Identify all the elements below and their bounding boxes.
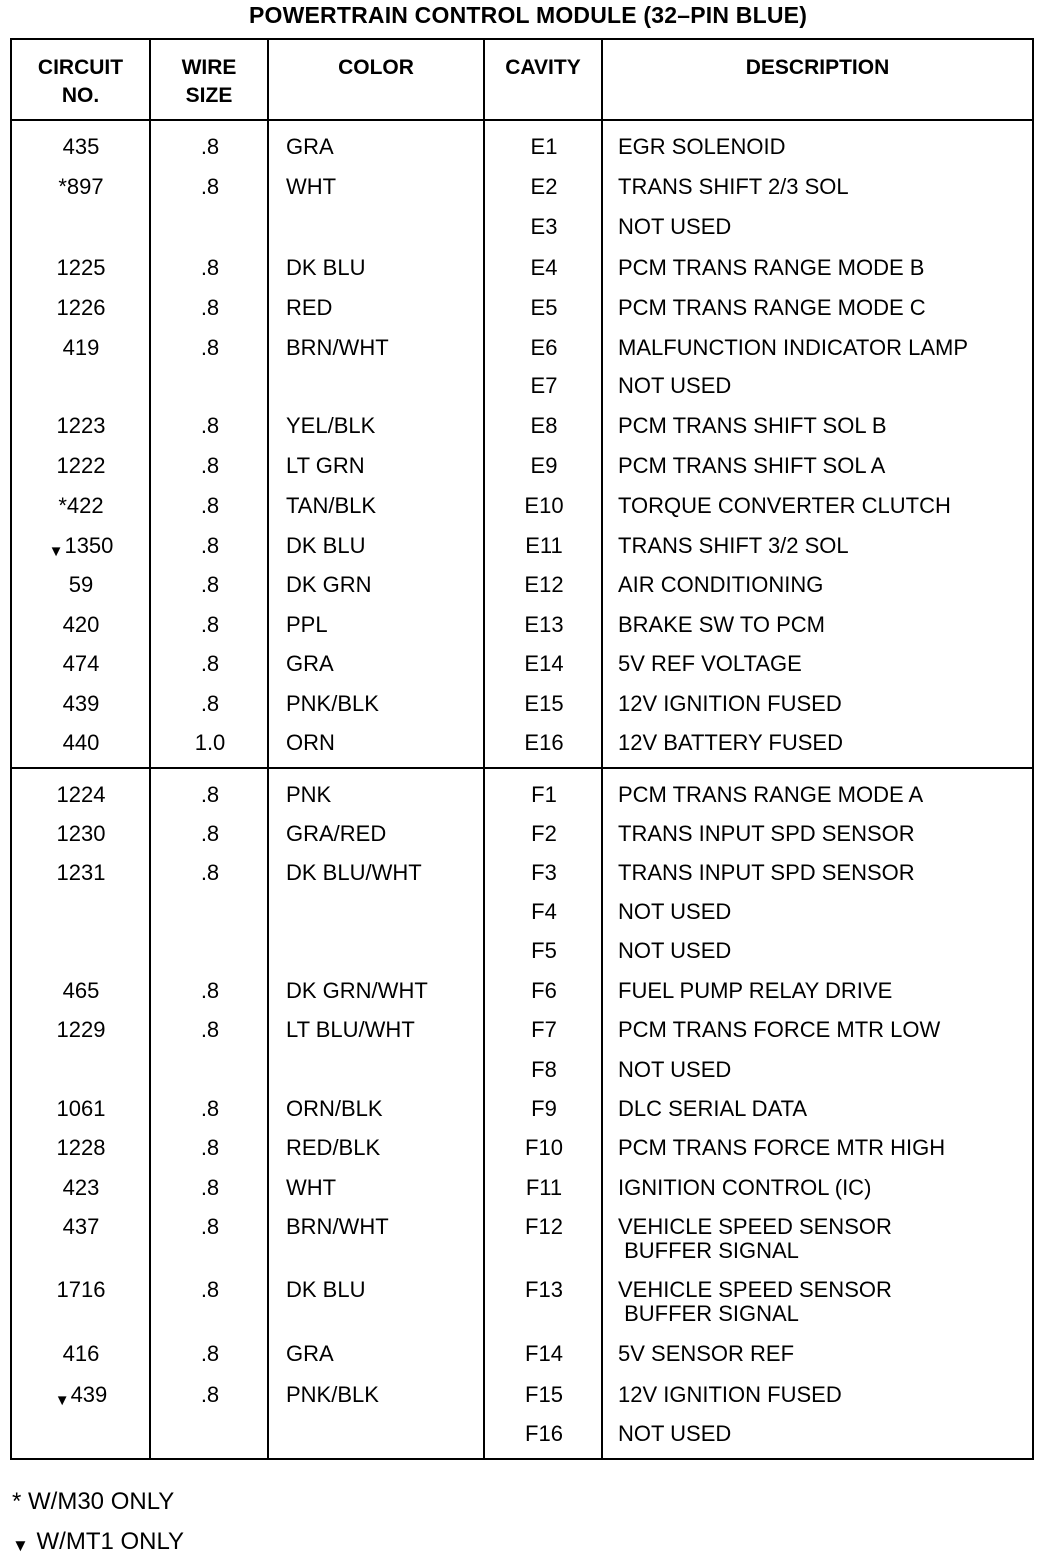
circuit-number: [12, 692, 150, 716]
cavity: F7: [531, 1017, 557, 1042]
wire-size: .8: [200, 533, 220, 558]
description: [618, 900, 1030, 924]
cavity: E10: [524, 493, 564, 518]
description-line: FUEL PUMP RELAY DRIVE: [618, 978, 893, 1003]
header-cavity: CAVITY: [505, 56, 581, 79]
circuit-number: [12, 135, 150, 159]
description: [618, 652, 1030, 676]
circuit-number: [12, 336, 150, 360]
cavity: E3: [530, 214, 558, 239]
description: [618, 215, 1030, 239]
description: [618, 336, 1030, 360]
description: [618, 534, 1030, 558]
circuit-number: [12, 1176, 150, 1200]
description-line: PCM TRANS FORCE MTR LOW: [618, 1017, 941, 1042]
pin-table: [10, 38, 1034, 1460]
wire-color: DK BLU: [286, 533, 366, 558]
description: [618, 783, 1030, 807]
description: [618, 731, 1030, 755]
circuit-number-text: 423: [62, 1175, 100, 1200]
description: [618, 1058, 1030, 1082]
circuit-number-text: 465: [62, 978, 100, 1003]
description: [618, 296, 1030, 320]
wire-color: GRA: [286, 1341, 334, 1366]
wire-color: TAN/BLK: [286, 493, 377, 518]
cavity: E1: [530, 134, 558, 159]
wire-size: .8: [200, 295, 220, 320]
wire-size: .8: [200, 335, 220, 360]
wire-size: .8: [200, 821, 220, 846]
circuit-number-text: 419: [62, 335, 100, 360]
description-line: 12V IGNITION FUSED: [618, 691, 842, 716]
wire-color: DK GRN: [286, 572, 372, 597]
circuit-number: [12, 613, 150, 637]
description-line: BUFFER SIGNAL: [618, 1238, 799, 1263]
description-line: TORQUE CONVERTER CLUTCH: [618, 493, 951, 518]
cavity: F3: [531, 860, 557, 885]
circuit-number-text: 1061: [56, 1096, 106, 1121]
wire-size: .8: [200, 1214, 220, 1239]
circuit-number-text: 1224: [56, 782, 106, 807]
description-line: PCM TRANS SHIFT SOL B: [618, 413, 887, 438]
wire-color: BRN/WHT: [286, 1214, 389, 1239]
circuit-number: [12, 414, 150, 438]
footnote-symbol: *: [12, 1488, 22, 1515]
circuit-number-text: 1350: [64, 533, 114, 558]
cavity: E8: [530, 413, 558, 438]
header-description: DESCRIPTION: [745, 56, 890, 79]
circuit-number: [12, 822, 150, 846]
circuit-number-text: 1222: [56, 453, 106, 478]
wire-size: .8: [200, 174, 220, 199]
header-color: COLOR: [338, 56, 414, 79]
circuit-number: [12, 652, 150, 676]
down-triangle-icon: ▼: [54, 1392, 70, 1409]
circuit-number-text: 1226: [56, 295, 106, 320]
circuit-number-text: 1223: [56, 413, 106, 438]
section-divider: [12, 767, 1032, 769]
circuit-number-text: 439: [62, 691, 100, 716]
wire-color: DK GRN/WHT: [286, 978, 428, 1003]
circuit-number: [12, 1278, 150, 1302]
wire-size: .8: [200, 134, 220, 159]
header-wire-size: [151, 54, 267, 110]
description-line: NOT USED: [618, 214, 732, 239]
wire-size: .8: [200, 1135, 220, 1160]
wire-color: PNK/BLK: [286, 691, 379, 716]
circuit-number-text: *897: [58, 174, 104, 199]
cavity: E13: [524, 612, 564, 637]
description: [618, 175, 1030, 199]
cavity: E15: [524, 691, 564, 716]
wire-size: .8: [200, 651, 220, 676]
description: [618, 135, 1030, 159]
cavity: F6: [531, 978, 557, 1003]
circuit-number: [12, 454, 150, 478]
description-line: NOT USED: [618, 938, 732, 963]
cavity: E7: [530, 373, 558, 398]
footnote-m30: [12, 1488, 174, 1516]
wire-size: .8: [200, 691, 220, 716]
description-line: 12V BATTERY FUSED: [618, 730, 843, 755]
circuit-number-text: 437: [62, 1214, 100, 1239]
circuit-number: [12, 1136, 150, 1160]
description-line: AIR CONDITIONING: [618, 572, 824, 597]
circuit-number-text: 59: [68, 572, 94, 597]
description-line: TRANS INPUT SPD SENSOR: [618, 860, 915, 885]
cavity: F12: [525, 1214, 563, 1239]
cavity: F4: [531, 899, 557, 924]
wire-size: .8: [200, 860, 220, 885]
circuit-number: [12, 1097, 150, 1121]
wire-color: ORN: [286, 730, 335, 755]
circuit-number-text: 420: [62, 612, 100, 637]
wire-size: .8: [200, 493, 220, 518]
cavity: F10: [525, 1135, 563, 1160]
cavity: F8: [531, 1057, 557, 1082]
header-wire-size-line2: SIZE: [185, 84, 233, 107]
description-line: 12V IGNITION FUSED: [618, 1382, 842, 1407]
cavity: E9: [530, 453, 558, 478]
description: [618, 573, 1030, 597]
description-line: DLC SERIAL DATA: [618, 1096, 808, 1121]
description: [618, 374, 1030, 398]
description-line: IGNITION CONTROL (IC): [618, 1175, 872, 1200]
cavity: E4: [530, 255, 558, 280]
cavity: F1: [531, 782, 557, 807]
description-line: BUFFER SIGNAL: [618, 1301, 799, 1326]
cavity: E12: [524, 572, 564, 597]
description-line: PCM TRANS RANGE MODE C: [618, 295, 926, 320]
down-triangle-icon: ▼: [48, 543, 64, 560]
circuit-number: [12, 1383, 150, 1413]
description: [618, 1097, 1030, 1121]
wire-color: YEL/BLK: [286, 413, 376, 438]
cavity: F14: [525, 1341, 563, 1366]
description-line: NOT USED: [618, 373, 732, 398]
circuit-number: [12, 256, 150, 280]
circuit-number-text: 1231: [56, 860, 106, 885]
wire-color: DK BLU: [286, 1277, 366, 1302]
circuit-number-text: 1225: [56, 255, 106, 280]
wire-color: ORN/BLK: [286, 1096, 383, 1121]
cavity: F9: [531, 1096, 557, 1121]
circuit-number: [12, 979, 150, 1003]
footnote-text: W/M30 ONLY: [28, 1488, 175, 1515]
cavity: F16: [525, 1421, 563, 1446]
header-circuit-line2: NO.: [61, 84, 100, 107]
footnote-text: W/MT1 ONLY: [36, 1528, 185, 1555]
description: [618, 861, 1030, 885]
description: [618, 692, 1030, 716]
description: [618, 1136, 1030, 1160]
description: [618, 939, 1030, 963]
wire-color: LT BLU/WHT: [286, 1017, 415, 1042]
description-line: PCM TRANS RANGE MODE A: [618, 782, 924, 807]
wire-size: .8: [200, 255, 220, 280]
description: [618, 1422, 1030, 1446]
down-triangle-icon: ▼: [12, 1536, 29, 1555]
circuit-number: [12, 175, 150, 199]
description-line: 5V SENSOR REF: [618, 1341, 795, 1366]
circuit-number: [12, 1018, 150, 1042]
circuit-number: [12, 783, 150, 807]
description: [618, 494, 1030, 518]
description-line: VEHICLE SPEED SENSOR: [618, 1277, 892, 1302]
header-circuit: [12, 54, 149, 110]
wire-size: .8: [200, 1017, 220, 1042]
wire-size: .8: [200, 1382, 220, 1407]
wire-size: .8: [200, 978, 220, 1003]
description: [618, 822, 1030, 846]
header-circuit-line1: CIRCUIT: [37, 56, 124, 79]
cavity: F13: [525, 1277, 563, 1302]
cavity: F2: [531, 821, 557, 846]
description: [618, 454, 1030, 478]
description-line: NOT USED: [618, 899, 732, 924]
circuit-number: [12, 573, 150, 597]
circuit-number: [12, 861, 150, 885]
description: [618, 1176, 1030, 1200]
wire-color: RED/BLK: [286, 1135, 381, 1160]
wire-size: 1.0: [194, 730, 226, 755]
cavity: E11: [525, 533, 563, 558]
circuit-number-text: 1716: [56, 1277, 106, 1302]
description-line: TRANS INPUT SPD SENSOR: [618, 821, 915, 846]
description: [618, 1215, 1030, 1263]
description-line: PCM TRANS FORCE MTR HIGH: [618, 1135, 946, 1160]
description: [618, 979, 1030, 1003]
cavity: E14: [524, 651, 564, 676]
description-line: TRANS SHIFT 2/3 SOL: [618, 174, 849, 199]
cavity: E6: [530, 335, 558, 360]
wire-color: GRA: [286, 651, 334, 676]
description: [618, 1342, 1030, 1366]
description-line: PCM TRANS SHIFT SOL A: [618, 453, 886, 478]
circuit-number-text: 435: [62, 134, 100, 159]
circuit-number: [12, 296, 150, 320]
header-wire-size-line1: WIRE: [181, 56, 237, 79]
description-line: NOT USED: [618, 1057, 732, 1082]
wire-color: GRA: [286, 134, 334, 159]
wire-size: .8: [200, 572, 220, 597]
description-line: EGR SOLENOID: [618, 134, 786, 159]
wire-color: DK BLU: [286, 255, 366, 280]
wire-size: .8: [200, 1096, 220, 1121]
wire-color: PNK/BLK: [286, 1382, 379, 1407]
description: [618, 414, 1030, 438]
description: [618, 613, 1030, 637]
description: [618, 1383, 1030, 1407]
description: [618, 1278, 1030, 1326]
circuit-number-text: *422: [58, 493, 104, 518]
wire-size: .8: [200, 453, 220, 478]
circuit-number: [12, 494, 150, 518]
wire-color: LT GRN: [286, 453, 365, 478]
circuit-number: [12, 1215, 150, 1239]
circuit-number: [12, 1342, 150, 1366]
page-title: POWERTRAIN CONTROL MODULE (32–PIN BLUE): [248, 2, 808, 28]
circuit-number-text: 1230: [56, 821, 106, 846]
cavity: F15: [525, 1382, 563, 1407]
wire-size: .8: [200, 1175, 220, 1200]
wire-size: .8: [200, 612, 220, 637]
cavity: F5: [531, 938, 557, 963]
wire-color: BRN/WHT: [286, 335, 389, 360]
header-divider: [12, 119, 1032, 121]
wire-size: .8: [200, 782, 220, 807]
description-line: VEHICLE SPEED SENSOR: [618, 1214, 892, 1239]
description-line: 5V REF VOLTAGE: [618, 651, 802, 676]
wire-color: PNK: [286, 782, 332, 807]
circuit-number-text: 474: [62, 651, 100, 676]
wire-color: WHT: [286, 174, 337, 199]
wire-size: .8: [200, 1277, 220, 1302]
wire-size: .8: [200, 1341, 220, 1366]
cavity: F11: [525, 1175, 563, 1200]
cavity: E5: [530, 295, 558, 320]
description-line: NOT USED: [618, 1421, 732, 1446]
circuit-number-text: 1228: [56, 1135, 106, 1160]
description-line: PCM TRANS RANGE MODE B: [618, 255, 925, 280]
wire-color: RED: [286, 295, 333, 320]
wire-size: .8: [200, 413, 220, 438]
cavity: E16: [524, 730, 564, 755]
description-line: TRANS SHIFT 3/2 SOL: [618, 533, 849, 558]
circuit-number-text: 416: [62, 1341, 100, 1366]
wire-color: PPL: [286, 612, 328, 637]
circuit-number: [12, 534, 150, 564]
description: [618, 256, 1030, 280]
description-line: BRAKE SW TO PCM: [618, 612, 826, 637]
wire-color: GRA/RED: [286, 821, 387, 846]
cavity: E2: [530, 174, 558, 199]
footnote-mt1: [12, 1528, 184, 1556]
description-line: MALFUNCTION INDICATOR LAMP: [618, 335, 968, 360]
circuit-number-text: 439: [70, 1382, 108, 1407]
circuit-number-text: 1229: [56, 1017, 106, 1042]
description: [618, 1018, 1030, 1042]
circuit-number: [12, 731, 150, 755]
wire-color: DK BLU/WHT: [286, 860, 422, 885]
wire-color: WHT: [286, 1175, 337, 1200]
circuit-number-text: 440: [62, 730, 100, 755]
